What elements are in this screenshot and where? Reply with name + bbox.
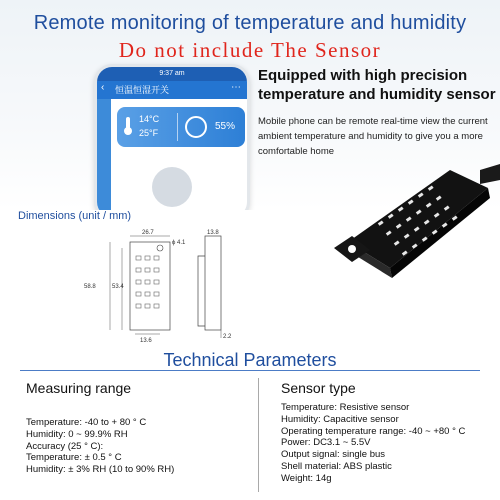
not-included-warning: Do not include The Sensor	[118, 38, 382, 62]
measuring-range-heading: Measuring range	[26, 380, 132, 396]
widget-divider	[177, 113, 178, 141]
list-item: Humidity: ± 3% RH (10 to 90% RH)	[26, 464, 175, 476]
phone-mockup	[94, 64, 250, 210]
dim-body-height: 53.4	[112, 284, 124, 290]
temperature-fahrenheit: 25°F	[139, 128, 159, 138]
more-icon: ⋯	[231, 82, 241, 93]
tech-params-title: Technical Parameters	[163, 350, 337, 370]
list-item: Output signal: single bus	[281, 449, 386, 461]
list-item: Shell material: ABS plastic	[281, 460, 392, 472]
phone-app-bar	[97, 81, 247, 99]
section-divider	[20, 370, 480, 371]
list-item: Humidity: Capacitive sensor	[281, 413, 399, 425]
dim-pin-offset: 2.2	[223, 334, 232, 340]
dim-total-height: 58.8	[84, 284, 96, 290]
temperature-celsius: 14°C	[139, 114, 160, 124]
column-divider	[258, 378, 259, 492]
sensor-widget-card	[117, 107, 245, 147]
list-item: Humidity: 0 ~ 99.9% RH	[26, 428, 128, 440]
promo-body: Mobile phone can be remote real-time view the current ambient temperature and humidity to give you a more comfortable home	[258, 116, 488, 157]
back-arrow-icon: ‹	[101, 82, 105, 93]
dimension-drawing	[80, 226, 250, 346]
sensor-type-list	[281, 402, 496, 485]
list-item: Weight: 14g	[281, 472, 332, 484]
sensor-type-heading: Sensor type	[281, 380, 356, 396]
phone-app-title: 恒温恒湿开关	[115, 85, 170, 95]
dim-side-depth: 13.8	[207, 230, 219, 236]
list-item: Accuracy (25 ° C):	[26, 440, 104, 452]
phone-home-button	[152, 167, 192, 207]
list-item: Temperature: ± 0.5 ° C	[26, 452, 122, 464]
phone-side-strip	[97, 99, 111, 210]
dim-bottom-width: 13.6	[140, 338, 152, 344]
banner-title: Remote monitoring of temperature and humidity	[33, 12, 467, 34]
measuring-range-list	[26, 417, 246, 476]
humidity-icon	[185, 116, 207, 138]
dim-top-width: 26.7	[142, 230, 154, 236]
list-item: Temperature: -40 to + 80 ° C	[26, 417, 147, 428]
humidity-value: 55%	[215, 121, 236, 132]
promo-heading: Equipped with high precision temperature and humidity sensor	[258, 67, 496, 103]
list-item: Power: DC3.1 ~ 5.5V	[281, 437, 371, 449]
phone-status-bar: 9:37 am	[97, 67, 247, 81]
thermometer-icon	[123, 117, 133, 135]
list-item: Operating temperature range: -40 ~ +80 ° C	[281, 425, 466, 437]
sensor-product-image	[330, 150, 500, 300]
dimensions-title: Dimensions (unit / mm)	[18, 210, 132, 222]
dim-hole: ϕ 4.1	[172, 240, 186, 246]
list-item: Temperature: Resistive sensor	[281, 402, 410, 413]
